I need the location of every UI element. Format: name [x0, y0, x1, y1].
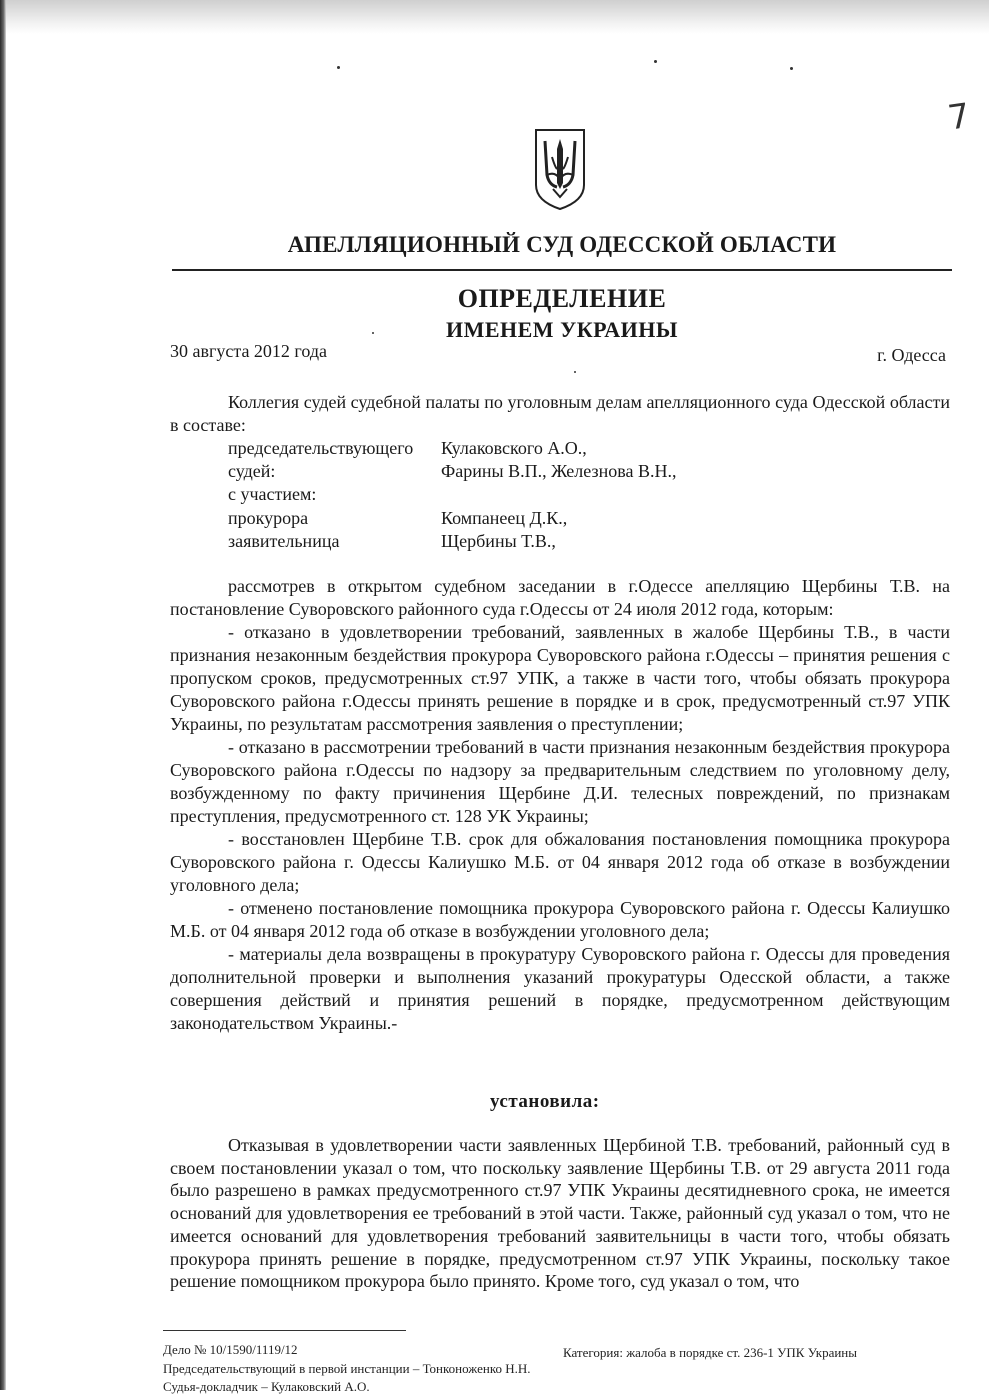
case-number: Дело № 10/1590/1119/12: [163, 1342, 298, 1357]
court-name: АПЕЛЛЯЦИОННЫЙ СУД ОДЕССКОЙ ОБЛАСТИ: [287, 232, 837, 257]
ruling-item: - материалы дела возвращены в прокуратуру Суворовского района г. Одессы для проведения дополнительной проверки и выполнения указаний прокуратуры Одесской области, а также совершения действий и принятия решений в порядке, предусмотренном действующим законодательством Украины.-: [170, 944, 950, 1033]
composition-role: с участием:: [228, 484, 317, 504]
handwritten-page-number: 7: [945, 95, 973, 139]
composition-name: Щербины Т.В.,: [441, 531, 556, 551]
scan-edge-left: [0, 0, 6, 1390]
document-city: г. Одесса: [877, 345, 946, 365]
composition-name: Кулаковского А.О.,: [441, 438, 587, 458]
scan-speck: [654, 60, 657, 63]
first-instance-judge: Председательствующий в первой инстанции – Тонконоженко Н.Н.: [163, 1361, 531, 1376]
case-category: Категория: жалоба в порядке ст. 236-1 УПК Украины: [563, 1345, 857, 1360]
scan-speck: [574, 371, 576, 373]
composition-name: Компанеец Д.К.,: [441, 508, 568, 528]
finding-paragraph: Отказывая в удовлетворении части заявленных Щербиной Т.В. требований, районный суд в своем постановлении указал о том, что поскольку заявление Щербины Т.В. от 29 августа 2011 года было разрешено в рамках предусмотренного ст.97 УПК Украины десятидневного срока, не имеется оснований для удовлетворения ее требований в этой части. Также, районный суд указал о том, что не имеется оснований для удовлетворения требований заявительницы в части того, чтобы обязать прокурора принять решение в порядке, предусмотренном ст.97 УПК Украины, поскольку такое решение помощником прокурора было принято. Кроме того, суд указал о том, что: [170, 1135, 950, 1292]
scan-speck: [790, 67, 793, 70]
intro-paragraph: Коллегия судей судебной палаты по уголовным делам апелляционного суда Одесской области в составе:: [170, 392, 950, 435]
trident-emblem-icon: [533, 127, 587, 211]
ruling-item: - отказано в удовлетворении требований, заявленных в жалобе Щербины Т.В., в части признания незаконным бездействия прокурора Суворовского района г.Одессы – принятия решения с пропуском сроков, предусмотренных ст.97 УПК, а также в части того, чтобы обязать прокурора Суворовского района г.Одессы принять решение в порядке и в срок, предусмотренный ст.97 УПК Украины, по результатам рассмотрения заявления о преступлении;: [170, 622, 950, 734]
ruling-item: - отменено постановление помощника прокурора Суворовского района г. Одессы Калиушко М.Б. от 04 января 2012 года об отказе в возбуждении уголовного дела;: [170, 898, 950, 941]
scan-shadow-top: [0, 0, 989, 34]
composition-role: заявительница: [228, 531, 340, 551]
scan-speck: [337, 66, 340, 69]
considered-block: [170, 575, 950, 1035]
ruling-item: - отказано в рассмотрении требований в части признания незаконным бездействия прокурора Суворовского района г.Одессы по надзору за предварительным следствием по уголовному делу, возбужденному по факту причинения Щербине Д.И. телесных повреждений, по признакам преступления, предусмотренного ст. 128 УК Украины;: [170, 737, 950, 826]
composition-name: Фарины В.П., Железнова В.Н.,: [441, 461, 677, 481]
header-divider: [172, 269, 952, 271]
document-date: 30 августа 2012 года: [170, 341, 327, 361]
considered-paragraph: рассмотрев в открытом судебном заседании в г.Одессе апелляцию Щербины Т.В. на постановление Суворовского районного суда г.Одессы от 24 июля 2012 года, которым:: [170, 576, 950, 619]
document-subtitle: ИМЕНЕМ УКРАИНЫ: [445, 317, 679, 342]
reporting-judge: Судья-докладчик – Кулаковский А.О.: [163, 1379, 370, 1394]
section-heading: установила:: [490, 1091, 600, 1112]
footnote-divider: [163, 1330, 406, 1331]
composition-role: председательствующего: [228, 438, 414, 458]
document-type: ОПРЕДЕЛЕНИЕ: [457, 284, 667, 313]
ruling-item: - восстановлен Щербине Т.В. срок для обжалования постановления помощника прокурора Суворовского района г. Одессы Калиушко М.Б. от 04 января 2012 года об отказе в возбуждении уголовного дела;: [170, 829, 950, 895]
composition-role: прокурора: [228, 508, 309, 528]
composition-role: судей:: [228, 461, 276, 481]
